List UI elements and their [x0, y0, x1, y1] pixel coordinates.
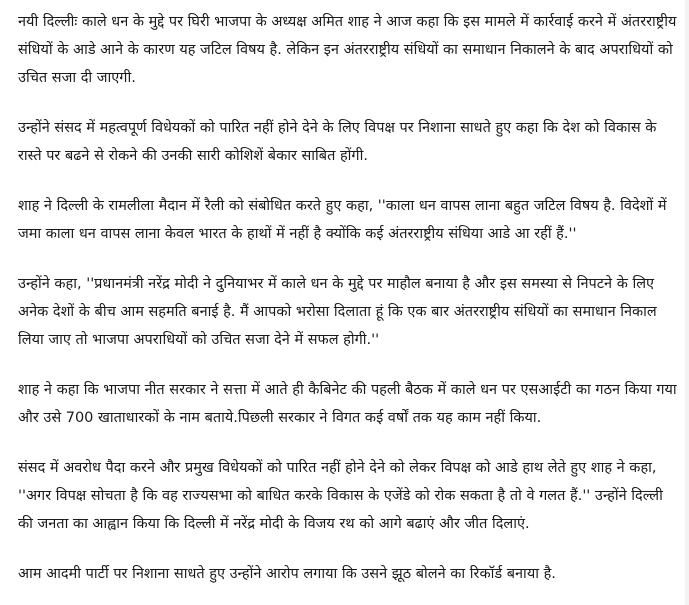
scrollbar-track[interactable] [685, 0, 689, 605]
paragraph: आम आदमी पार्टी पर निशाना साधते हुए उन्होंने आरोप लगाया कि उसने झूठ बोलने का रिकॉर्ड बनाया है. [18, 566, 556, 582]
paragraph: संसद में अवरोध पैदा करने और प्रमुख विधेयकों को पारित नहीं होने देने को लेकर विपक्ष को आडे हाथ लेते हुए शाह ने कहा, ''अगर विपक्ष सोचता है कि वह राज्यसभा को बाधित करके विकास के एजेंडे को रोक सकता है तो वे गलत हैं.'' उन्होंने दिल्ली की जनता का आह्वान किया कि दिल्ली में नरेंद्र मोदी के विजय रथ को आगे बढाएं और जीत दिलाएं. [18, 460, 663, 532]
paragraph: शाह ने कहा कि भाजपा नीत सरकार ने सत्ता में आते ही कैबिनेट की पहली बैठक में काले धन पर एसआईटी का गठन किया गया और उसे 700 खाताधारकों के नाम बताये.पिछली सरकार ने विगत कई वर्षों तक यह काम नहीं किया. [18, 382, 677, 426]
paragraph: शाह ने दिल्ली के रामलीला मैदान में रैली को संबोधित करते हुए कहा, ''काला धन वापस लाना बहुत जटिल विषय है. विदेशों में जमा काला धन वापस लाना केवल भारत के हाथों में नहीं है क्योंकि कई अंतरराष्ट्रीय संधिया आडे आ रहीं हैं.'' [18, 198, 667, 242]
article-body [18, 8, 678, 588]
paragraph: उन्होंने संसद में महत्वपूर्ण विधेयकों को पारित नहीं होने देने के लिए विपक्ष पर निशाना साधते हुए कहा कि देश को विकास के रास्ते पर बढने से रोकने की उनकी सारी कोशिशें बेकार साबित होंगी. [18, 120, 657, 164]
paragraph: नयी दिल्लीः काले धन के मुद्दे पर घिरी भाजपा के अध्यक्ष अमित शाह ने आज कहा कि इस मामले में कार्रवाई करने में अंतरराष्ट्रीय संधियों के आडे आने के कारण यह जटिल विषय है. लेकिन इन अंतरराष्ट्रीय संधियों का समाधान निकालने के बाद अपराधियों को उचित सजा दी जाएगी. [18, 14, 677, 86]
paragraph: उन्होंने कहा, ''प्रधानमंत्री नरेंद्र मोदी ने दुनियाभर में काले धन के मुद्दे पर माहौल बनाया है और इस समस्या से निपटने के लिए अनेक देशों के बीच आम सहमति बनाई है. मैं आपको भरोसा दिलाता हूं कि एक बार अंतरराष्ट्रीय संधियों का समाधान निकाल लिया जाए तो भाजपा अपराधियों को उचित सजा देने में सफल होगी.'' [18, 276, 657, 348]
